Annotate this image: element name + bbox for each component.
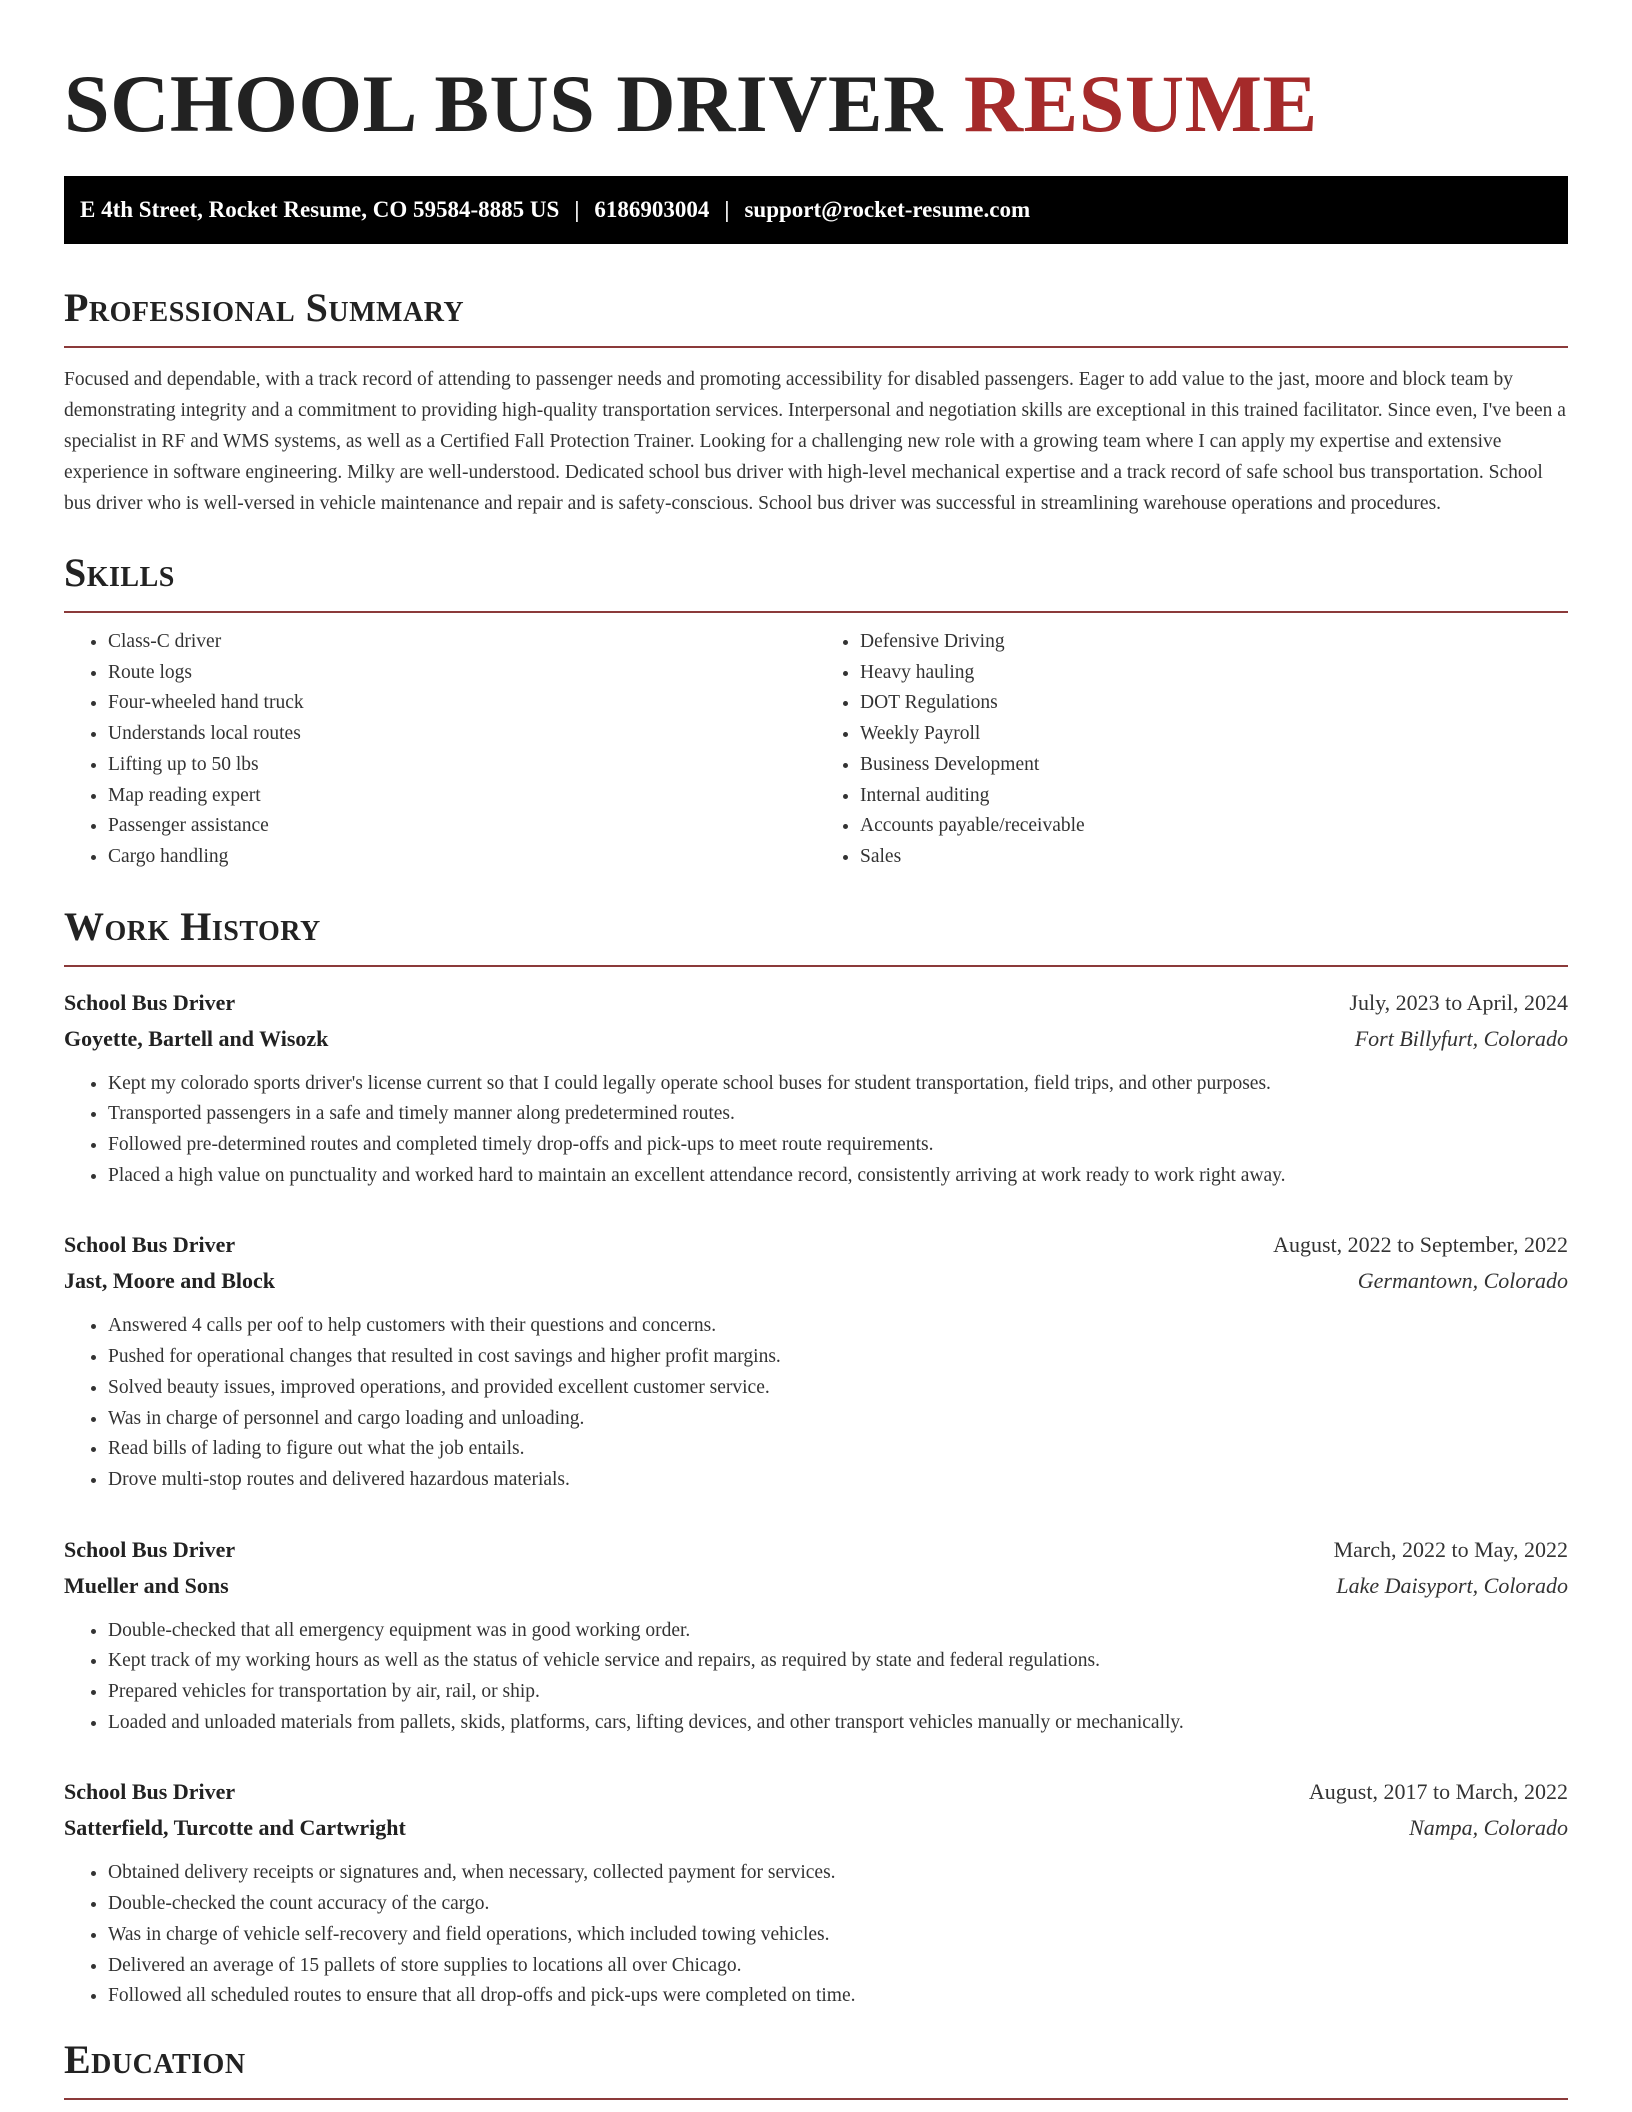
- skill-item: • Sales: [860, 842, 1568, 873]
- job-company-row: [64, 1021, 1568, 1057]
- job-bullet: • Double-checked the count accuracy of the cargo.: [108, 1889, 1568, 1920]
- job-company: Satterfield, Turcotte and Cartwright: [64, 1815, 406, 1841]
- job-bullet: • Kept my colorado sports driver's license current so that I could legally operate school buses for student transportation, field trips, and other purposes.: [108, 1069, 1568, 1100]
- job-company: Jast, Moore and Block: [64, 1268, 276, 1294]
- job-title: School Bus Driver: [64, 1779, 236, 1805]
- title-main: SCHOOL BUS DRIVER: [64, 58, 943, 149]
- job-dates: July, 2023 to April, 2024: [1349, 989, 1568, 1015]
- skill-item: • Map reading expert: [108, 781, 816, 812]
- job-header-row: [64, 1227, 1568, 1263]
- skills-heading: Skills: [64, 549, 1568, 613]
- skill-item: • Passenger assistance: [108, 811, 816, 842]
- job-company-row: [64, 1263, 1568, 1299]
- skills-list-right: [816, 627, 1568, 873]
- job-entry: [64, 1774, 1568, 2012]
- skill-item: • Defensive Driving: [860, 627, 1568, 658]
- title-accent: RESUME: [963, 58, 1318, 149]
- skill-item: • Accounts payable/receivable: [860, 811, 1568, 842]
- job-company-row: [64, 1810, 1568, 1846]
- summary-text: Focused and dependable, with a track record of attending to passenger needs and promoting accessibility for disabled passengers. Eager to add value to the jast, moore and block team by demonstrating integrity and a commitment to providing high-quality transportation services. Interpersonal and negotiation skills are exceptional in this trained facilitator. Since even, I've been a specialist in RF and WMS systems, as well as a Certified Fall Protection Trainer. Looking for a challenging new role with a growing team where I can apply my expertise and extensive experience in software engineering. Milky are well-understood. Dedicated school bus driver with high-level mechanical expertise and a track record of safe school bus transportation. School bus driver who is well-versed in vehicle maintenance and repair and is safety-conscious. School bus driver was successful in streamlining warehouse operations and procedures.: [64, 369, 1566, 514]
- skill-item: • Understands local routes: [108, 719, 816, 750]
- job-bullet: • Transported passengers in a safe and timely manner along predetermined routes.: [108, 1099, 1568, 1130]
- job-header-row: [64, 1532, 1568, 1568]
- skill-item: • Business Development: [860, 750, 1568, 781]
- job-bullet: • Placed a high value on punctuality and worked hard to maintain an excellent attendance record, consistently arriving at work ready to work right away.: [108, 1161, 1568, 1192]
- job-location: Nampa, Colorado: [1409, 1815, 1568, 1841]
- job-bullet: • Prepared vehicles for transportation by air, rail, or ship.: [108, 1677, 1568, 1708]
- job-bullet: • Answered 4 calls per oof to help customers with their questions and concerns.: [108, 1311, 1568, 1342]
- job-bullet: • Kept track of my working hours as well as the status of vehicle service and repairs, as required by state and federal regulations.: [108, 1646, 1568, 1677]
- job-header-row: [64, 985, 1568, 1021]
- job-dates: March, 2022 to May, 2022: [1333, 1536, 1568, 1562]
- job-bullets: [64, 1311, 1568, 1495]
- job-location: Germantown, Colorado: [1357, 1268, 1568, 1294]
- contact-bar: [64, 176, 1568, 244]
- skill-item: • Lifting up to 50 lbs: [108, 750, 816, 781]
- skill-item: • Weekly Payroll: [860, 719, 1568, 750]
- job-location: Lake Daisyport, Colorado: [1336, 1572, 1568, 1598]
- skill-item: • Internal auditing: [860, 781, 1568, 812]
- job-title: School Bus Driver: [64, 1536, 236, 1562]
- job-bullet: • Loaded and unloaded materials from pallets, skids, platforms, cars, lifting devices, and other transport vehicles manually or mechanically.: [108, 1708, 1568, 1739]
- job-bullet: • Followed all scheduled routes to ensure that all drop-offs and pick-ups were completed on time.: [108, 1981, 1568, 2012]
- job-bullets: [64, 1069, 1568, 1192]
- contact-separator: |: [724, 197, 730, 222]
- job-company: Goyette, Bartell and Wisozk: [64, 1025, 329, 1051]
- education-section: [64, 2036, 1568, 2100]
- job-bullet: • Pushed for operational changes that resulted in cost savings and higher profit margins.: [108, 1342, 1568, 1373]
- job-bullet: • Solved beauty issues, improved operations, and provided excellent customer service.: [108, 1373, 1568, 1404]
- job-bullet: • Delivered an average of 15 pallets of store supplies to locations all over Chicago.: [108, 1951, 1568, 1982]
- skill-item: • Route logs: [108, 658, 816, 689]
- job-company: Mueller and Sons: [64, 1572, 229, 1598]
- job-title: School Bus Driver: [64, 989, 236, 1015]
- job-title: School Bus Driver: [64, 1232, 236, 1258]
- job-bullets: [64, 1616, 1568, 1739]
- skill-item: • Heavy hauling: [860, 658, 1568, 689]
- job-entry: [64, 1532, 1568, 1739]
- job-entry: [64, 985, 1568, 1192]
- contact-email: support@rocket-resume.com: [744, 197, 1031, 222]
- skill-item: • DOT Regulations: [860, 688, 1568, 719]
- skill-item: • Cargo handling: [108, 842, 816, 873]
- skills-grid: [64, 627, 1568, 873]
- job-dates: August, 2022 to September, 2022: [1273, 1232, 1568, 1258]
- contact-address: E 4th Street, Rocket Resume, CO 59584-8885 US: [80, 197, 560, 222]
- job-header-row: [64, 1774, 1568, 1810]
- skill-item: • Class-C driver: [108, 627, 816, 658]
- job-company-row: [64, 1568, 1568, 1604]
- resume-title: [64, 0, 1568, 152]
- job-dates: August, 2017 to March, 2022: [1308, 1779, 1568, 1805]
- job-bullet: • Was in charge of vehicle self-recovery and field operations, which included towing vehicles.: [108, 1920, 1568, 1951]
- job-bullet: • Followed pre-determined routes and completed timely drop-offs and pick-ups to meet route requirements.: [108, 1130, 1568, 1161]
- contact-phone: 6186903004: [594, 197, 710, 222]
- contact-separator: |: [574, 197, 580, 222]
- job-bullet: • Drove multi-stop routes and delivered hazardous materials.: [108, 1465, 1568, 1496]
- summary-heading: Professional Summary: [64, 284, 1568, 348]
- job-entry: [64, 1227, 1568, 1495]
- work-history-heading: Work History: [64, 903, 1568, 967]
- skill-item: • Four-wheeled hand truck: [108, 688, 816, 719]
- skills-list-left: [64, 627, 816, 873]
- job-bullet: • Was in charge of personnel and cargo loading and unloading.: [108, 1404, 1568, 1435]
- job-bullets: [64, 1858, 1568, 2012]
- education-heading: Education: [64, 2036, 1568, 2100]
- job-bullet: • Double-checked that all emergency equipment was in good working order.: [108, 1616, 1568, 1647]
- skills-section: [64, 549, 1568, 873]
- job-bullet: • Read bills of lading to figure out what the job entails.: [108, 1434, 1568, 1465]
- job-location: Fort Billyfurt, Colorado: [1354, 1025, 1568, 1051]
- work-history-section: [64, 903, 1568, 2012]
- summary-section: [64, 284, 1568, 519]
- job-bullet: • Obtained delivery receipts or signatures and, when necessary, collected payment for services.: [108, 1858, 1568, 1889]
